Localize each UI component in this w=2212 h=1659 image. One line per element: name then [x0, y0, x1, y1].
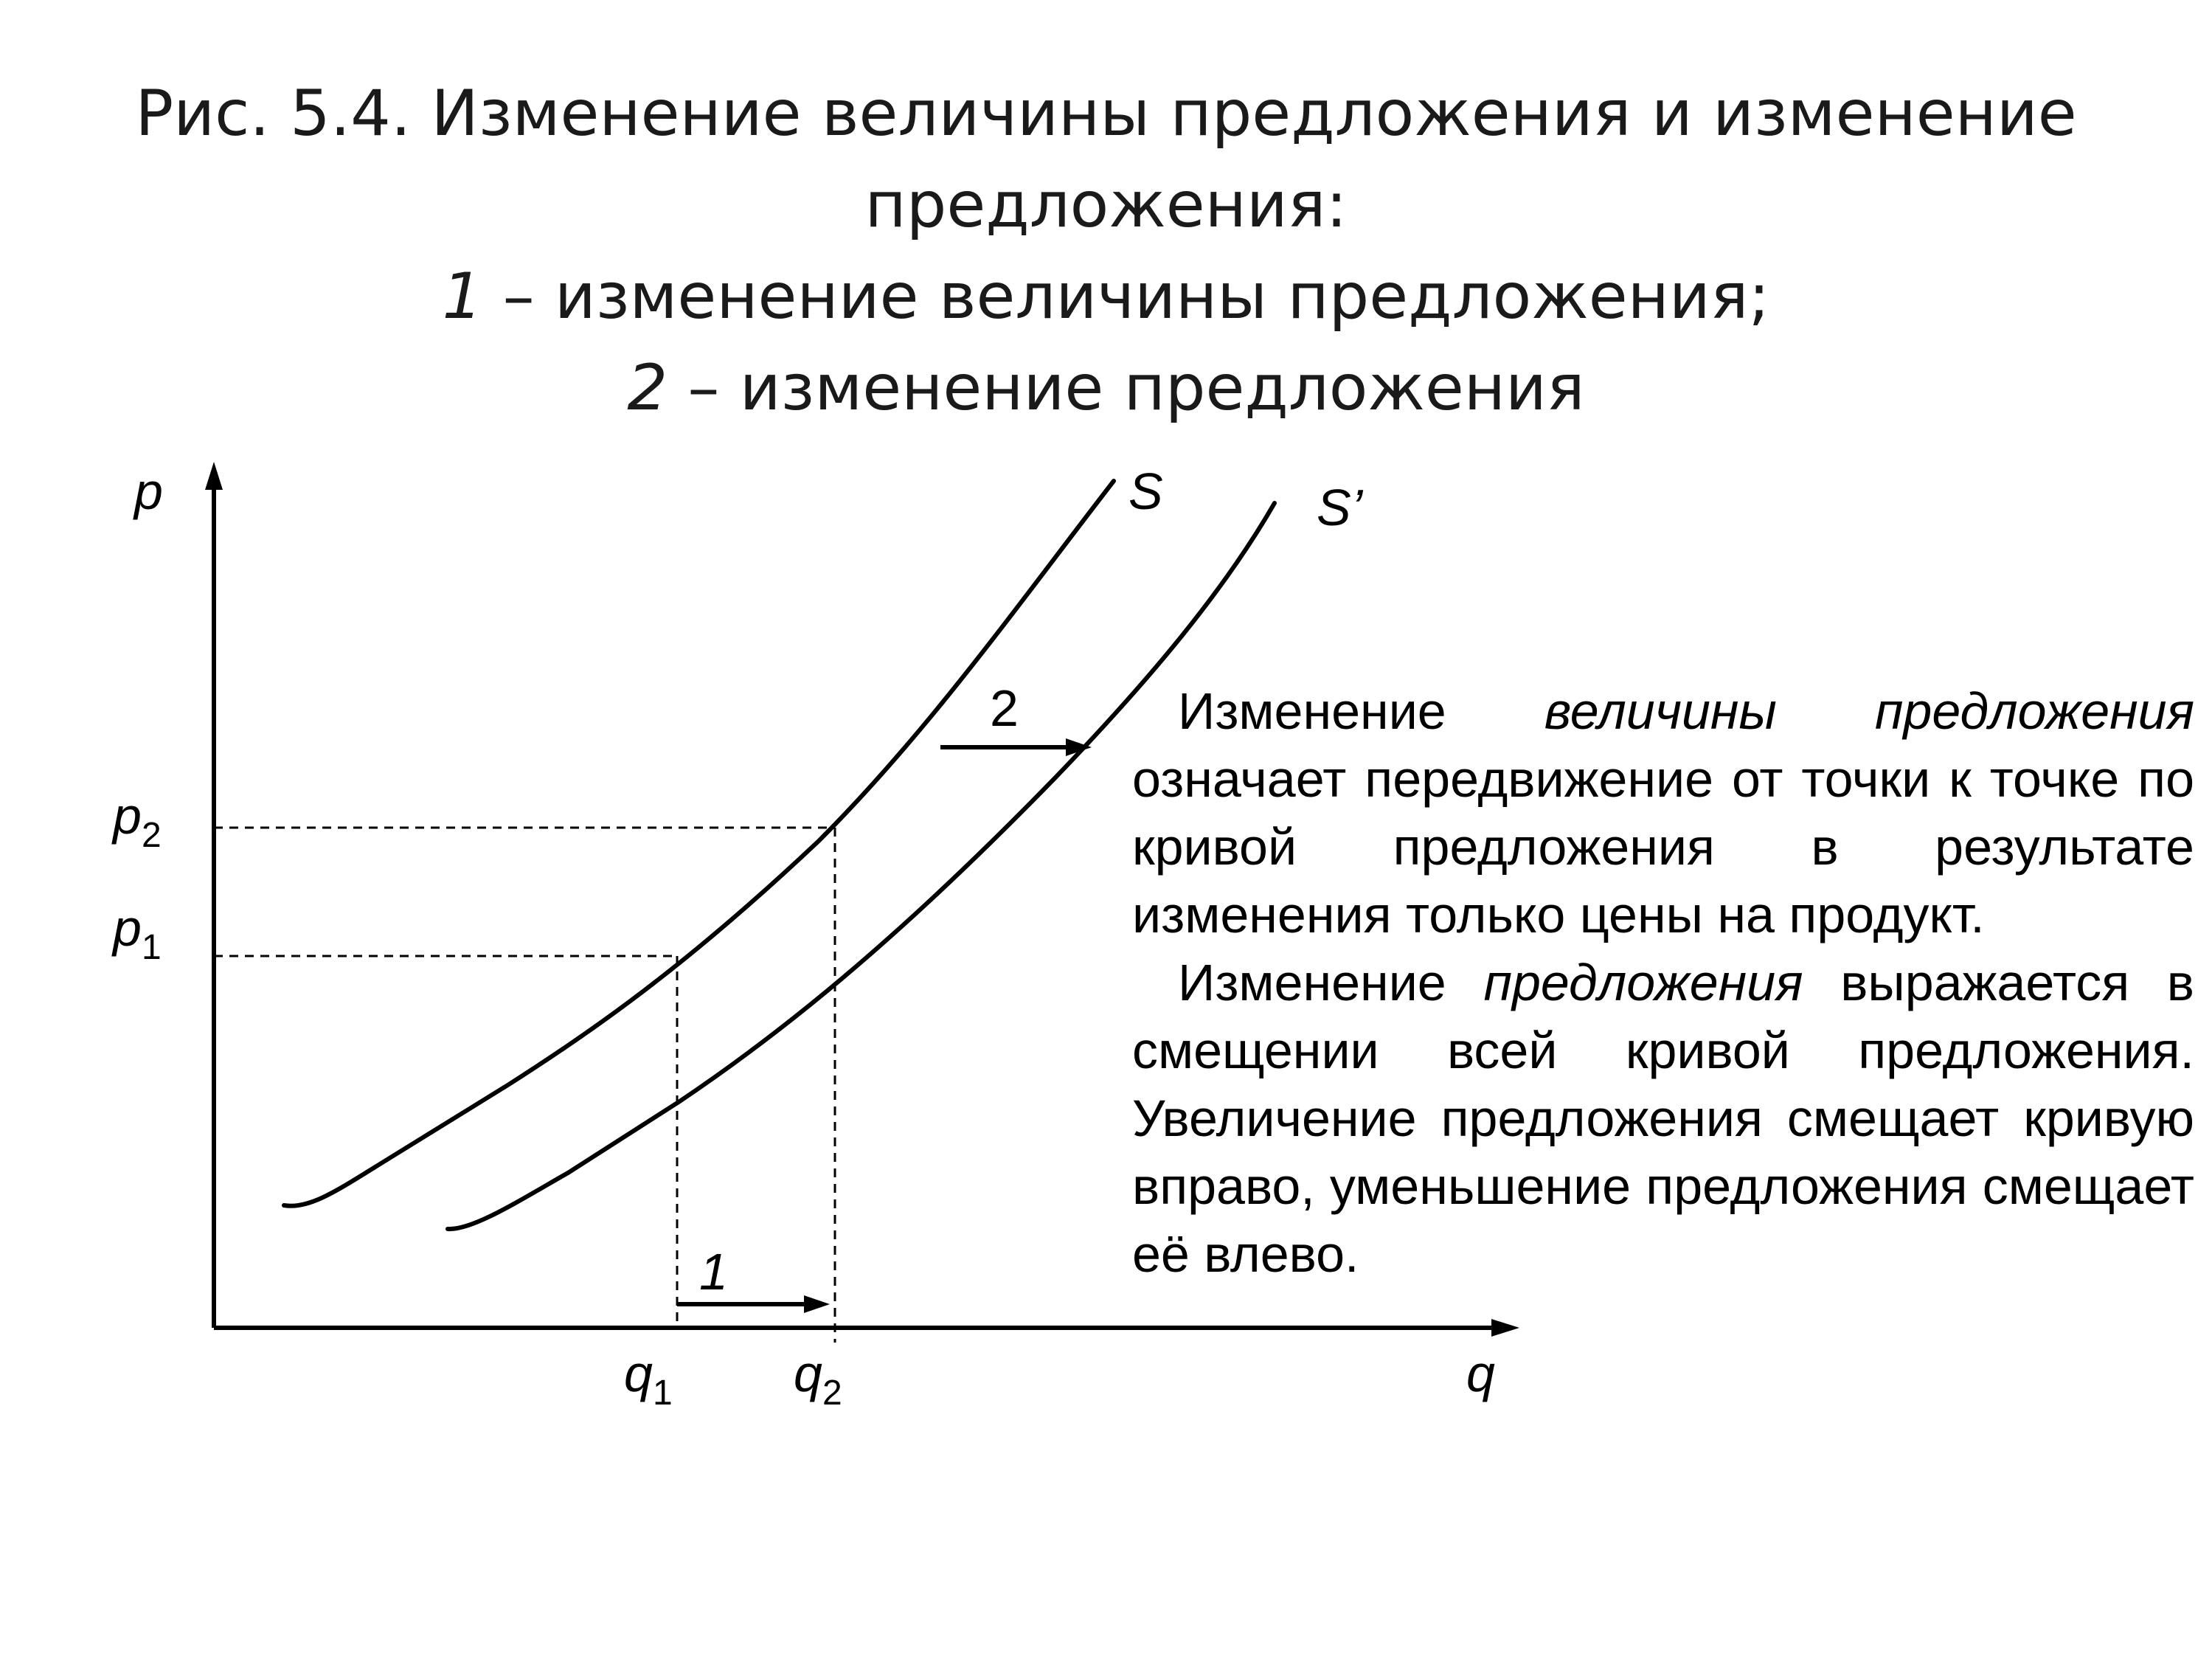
curve-label-s-prime: S’: [1317, 479, 1363, 536]
tick-label-p1-sub: 1: [141, 928, 162, 967]
note-paragraph-2-emphasis: предложения: [1483, 954, 1803, 1011]
tick-label-p1: [111, 899, 162, 967]
tick-label-p1-main: p: [113, 899, 142, 957]
tick-label-p2-sub: 2: [141, 816, 162, 855]
title-item-2-number: 2: [627, 351, 668, 425]
note-paragraph-2-rest: выражается в смещении всей кривой предложения. Увеличение предложения смещает кривую вправо, уменьшение предложения смещает её влево.: [1132, 954, 2194, 1283]
explanatory-note: [1132, 677, 2194, 1288]
note-paragraph-1-lead: Изменение: [1178, 682, 1544, 740]
tick-label-q1-sub: 1: [652, 1374, 673, 1413]
movement-arrowhead-icon: [804, 1295, 830, 1313]
shift-arrow-label: 2: [990, 679, 1019, 737]
tick-label-q2: [794, 1345, 842, 1413]
title-line-2: предложения:: [864, 168, 1348, 242]
x-axis-arrowhead-icon: [1491, 1319, 1519, 1337]
tick-label-p2-main: p: [113, 787, 142, 845]
tick-label-p2: [111, 787, 162, 855]
guide-lines: [214, 828, 835, 1343]
x-axis-label: q: [1466, 1345, 1495, 1402]
title-item-1-number: 1: [442, 260, 483, 333]
y-axis-label: p: [134, 463, 163, 520]
movement-arrow-label: 1: [699, 1243, 728, 1300]
y-axis-arrowhead-icon: [205, 462, 223, 490]
note-paragraph-2-lead: Изменение: [1178, 954, 1484, 1011]
title-item-2-text: – изменение предложения: [668, 351, 1585, 425]
tick-label-q2-main: q: [794, 1345, 822, 1402]
tick-label-q2-sub: 2: [822, 1374, 842, 1413]
note-paragraph-1: [1132, 677, 2194, 949]
note-paragraph-1-rest: означает передвижение от точки к точке по кривой предложения в результате изменения только цены на продукт.: [1132, 750, 2194, 943]
tick-label-q1-main: q: [624, 1345, 653, 1402]
title-item-1-text: – изменение величины предложения;: [482, 260, 1770, 333]
tick-label-q1: [624, 1345, 673, 1413]
curve-label-s: S: [1128, 463, 1163, 520]
title-line-1: Рис. 5.4. Изменение величины предложения и изменение: [135, 77, 2077, 150]
note-paragraph-1-emphasis: величины предложения: [1544, 682, 2194, 740]
note-paragraph-2: [1132, 949, 2194, 1288]
